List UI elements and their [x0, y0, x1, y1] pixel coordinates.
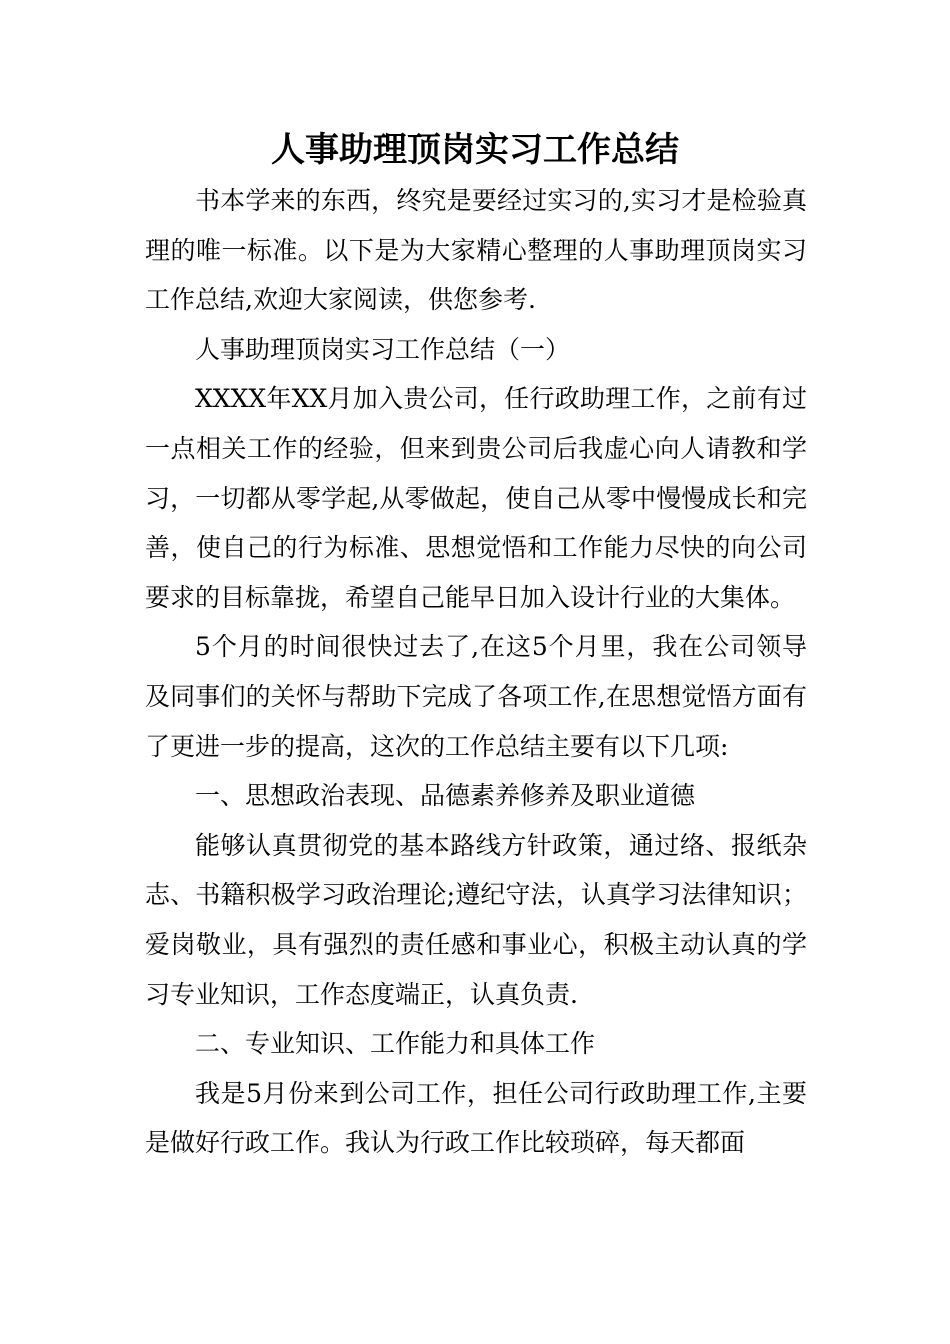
- document-body: [145, 176, 807, 1168]
- document-title: 人事助理顶岗实习工作总结: [271, 130, 679, 170]
- section-heading-summary-one: 人事助理顶岗实习工作总结（一）: [195, 334, 571, 364]
- section-heading-ideology: 一、思想政治表现、品德素养修养及职业道德: [195, 781, 696, 811]
- body-paragraph: 5个月的时间很快过去了,在这5个月里，我在公司领导及同事们的关怀与帮助下完成了各项工作,在思想觉悟方面有了更进一步的提高，这次的工作总结主要有以下几项:: [145, 632, 807, 761]
- intro-paragraph: 书本学来的东西，终究是要经过实习的,实习才是检验真理的唯一标准。以下是为大家精心整理的人事助理顶岗实习工作总结,欢迎大家阅读，供您参考.: [145, 186, 807, 315]
- body-paragraph: 我是5月份来到公司工作，担任公司行政助理工作,主要是做好行政工作。我认为行政工作比较琐碎，每天都面: [145, 1078, 807, 1158]
- body-paragraph: XXXX年XX月加入贵公司，任行政助理工作，之前有过一点相关工作的经验，但来到贵公司后我虚心向人请教和学习，一切都从零学起,从零做起，使自己从零中慢慢成长和完善，使自己的行为标准、思想觉悟和工作能力尽快的向公司要求的目标靠拢，希望自己能早日加入设计行业的大集体。: [145, 384, 807, 612]
- body-paragraph: 能够认真贯彻党的基本路线方针政策，通过络、报纸杂志、书籍积极学习政治理论;遵纪守法，认真学习法律知识；爱岗敬业，具有强烈的责任感和事业心，积极主动认真的学习专业知识，工作态度端正，认真负责.: [145, 830, 807, 1009]
- section-heading-professional: 二、专业知识、工作能力和具体工作: [195, 1029, 596, 1059]
